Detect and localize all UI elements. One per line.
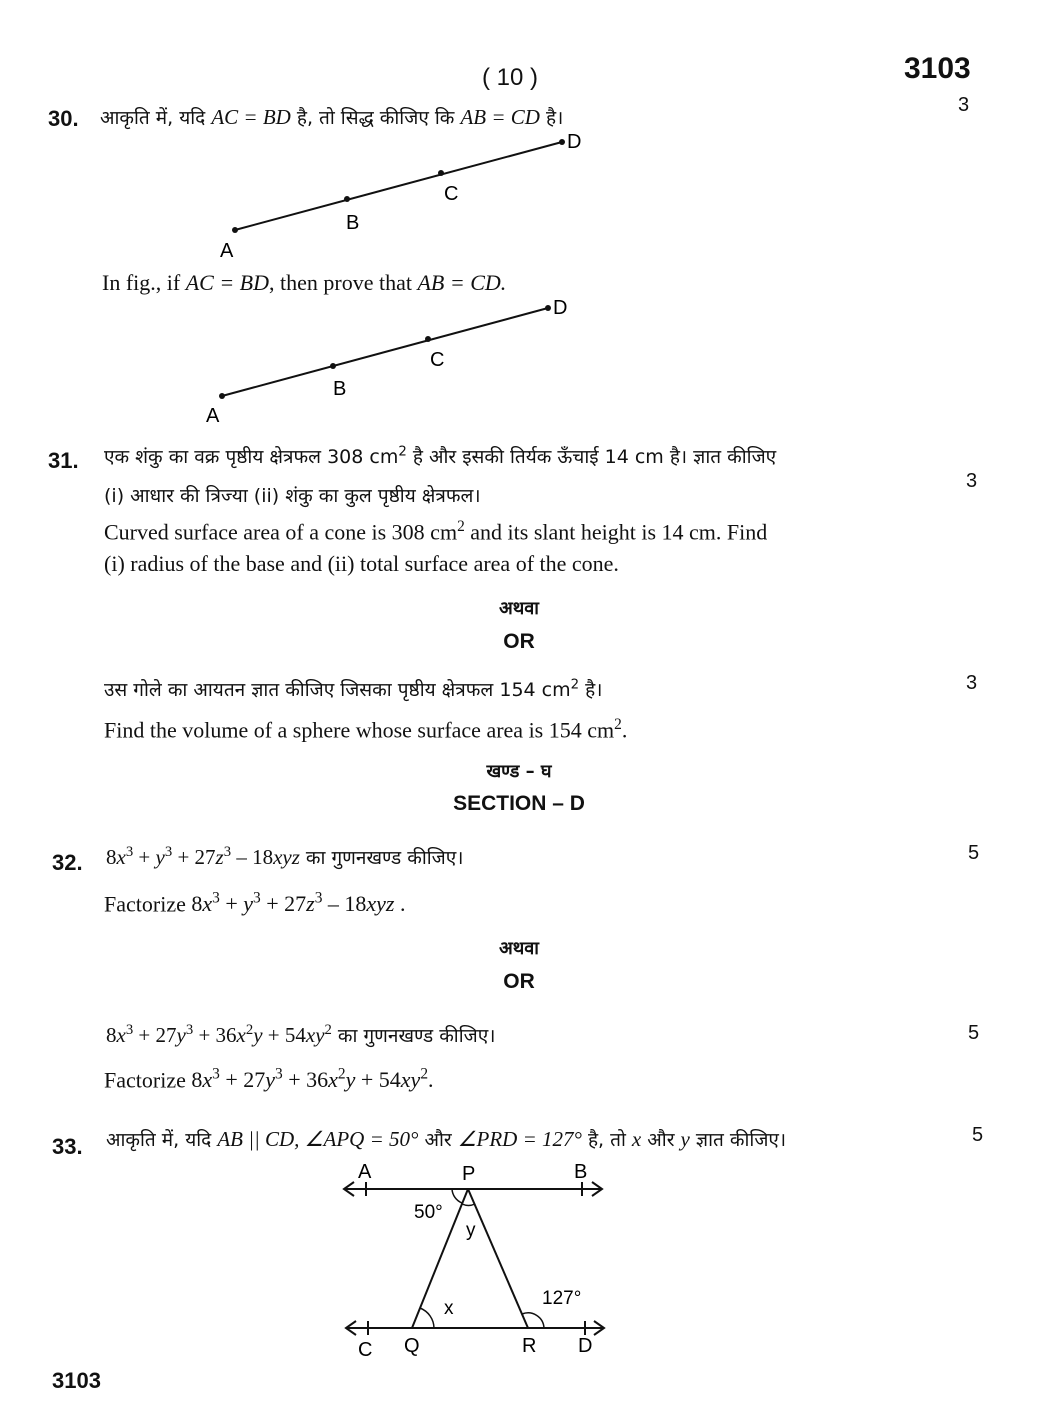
- section-hindi: खण्ड – घ: [486, 761, 552, 782]
- q31-hindi-line1-sup: 2: [398, 444, 407, 460]
- q31-alt-hindi-a: उस गोले का आयतन ज्ञात कीजिए जिसका पृष्ठीय क्षेत्रफल 154 cm: [104, 679, 571, 701]
- q30-hindi-b: है, तो सिद्ध कीजिए कि: [290, 107, 461, 129]
- q31-english-line1-a: Curved surface area of a cone is 308 cm: [104, 519, 458, 545]
- q33-label-p: P: [462, 1163, 476, 1185]
- q32-alt-english-prefix: Factorize: [104, 1067, 192, 1093]
- q33-label-b: B: [574, 1161, 588, 1183]
- q32-number: 32.: [52, 850, 83, 875]
- q32-hindi-rest: का गुणनखण्ड कीजिए।: [299, 847, 464, 869]
- q30-fig1-label-a: A: [220, 240, 234, 262]
- q32-alt-marks: 5: [968, 1022, 980, 1044]
- q33-marks: 5: [972, 1124, 984, 1146]
- q33-label-a: A: [358, 1161, 372, 1183]
- q30-hindi-eq2: AB = CD: [460, 105, 540, 129]
- page-number: ( 10 ): [482, 64, 539, 91]
- q33-hindi-e: ज्ञात कीजिए।: [689, 1129, 787, 1151]
- q31-hindi-line2: (i) आधार की त्रिज्या (ii) शंकु का कुल पृष्ठीय क्षेत्रफल।: [104, 485, 481, 507]
- q30-hindi-eq1: AC = BD: [211, 105, 291, 129]
- paper-code: 3103: [904, 52, 971, 85]
- q32-alt-hindi-rest: का गुणनखण्ड कीजिए।: [331, 1025, 496, 1047]
- q33-label-50: 50°: [414, 1202, 443, 1223]
- q31-hindi-line1-rest: है और इसकी तिर्यक ऊँचाई 14 cm है। ज्ञात कीजिए: [406, 446, 777, 468]
- q33-label-c: C: [358, 1339, 373, 1361]
- section-english: SECTION – D: [453, 792, 585, 815]
- q33-label-d: D: [578, 1335, 593, 1357]
- q30-hindi-c: है।: [539, 107, 564, 129]
- q33-label-x: x: [444, 1298, 454, 1319]
- q31-hindi-line1-a: एक शंकु का वक्र पृष्ठीय क्षेत्रफल 308 cm: [104, 446, 399, 468]
- q31-alt-english-a: Find the volume of a sphere whose surface area is 154 cm: [104, 717, 615, 743]
- q31-english-line1-rest: and its slant height is 14 cm. Find: [464, 519, 768, 545]
- q30-fig1-label-d: D: [567, 131, 582, 153]
- q32-or-hindi: अथवा: [499, 938, 539, 959]
- q30-number: 30.: [48, 106, 79, 131]
- q33-label-q: Q: [404, 1335, 420, 1357]
- q31-or-hindi: अथवा: [499, 598, 539, 619]
- q31-marks: 3: [966, 470, 978, 492]
- q31-alt-english-sup: 2: [614, 716, 622, 733]
- q30-fig2-label-c: C: [430, 349, 445, 371]
- q33-hindi-x: x: [631, 1127, 642, 1151]
- q32-expression-english: $8x^3 + y^3 + 27z^3 - 18xyz$ .: [191, 890, 406, 917]
- q31-alt-hindi-rest: है।: [579, 679, 603, 701]
- q33-hindi-y: y: [680, 1127, 690, 1151]
- q30-fig2-label-d: D: [553, 297, 568, 319]
- q33-arc-50: [452, 1189, 462, 1203]
- q33-hindi-eq1: AB || CD, ∠APQ = 50°: [217, 1127, 419, 1151]
- q33-hindi-b: और: [418, 1129, 458, 1151]
- q30-english-a: In fig., if: [102, 270, 186, 295]
- q30-english-eq1: AC = BD: [185, 270, 269, 295]
- q33-label-y: y: [466, 1220, 476, 1241]
- q33-label-127: 127°: [542, 1288, 582, 1309]
- q32-expression-hindi: $8x^3 + y^3 + 27z^3 - 18xyz$: [106, 844, 300, 869]
- q31-alt-hindi-sup: 2: [570, 677, 580, 693]
- q32-alt-expression-hindi: $8x^3 + 27y^3 + 36x^2y + 54xy^2$: [106, 1022, 332, 1047]
- q30-english-b: , then prove that: [269, 270, 418, 295]
- q31-english-line2: (i) radius of the base and (ii) total surface area of the cone.: [104, 551, 619, 576]
- q31-alt-english-rest: .: [621, 717, 628, 743]
- footer-code: 3103: [52, 1368, 101, 1393]
- q32-marks: 5: [968, 842, 980, 864]
- q32-english-prefix: Factorize: [104, 891, 192, 917]
- q33-label-r: R: [522, 1335, 537, 1357]
- q30-marks: 3: [958, 94, 970, 116]
- q33-hindi-eq2: ∠PRD = 127°: [457, 1127, 582, 1151]
- q31-english-line1-sup: 2: [457, 518, 465, 535]
- q32-alt-expression-english: $8x^3 + 27y^3 + 36x^2y + 54xy^2$.: [191, 1066, 434, 1093]
- q33-arc-x: [420, 1308, 434, 1328]
- q33-hindi-a: आकृति में, यदि: [106, 1129, 218, 1151]
- q33-number: 33.: [52, 1134, 83, 1159]
- q33-line-pr: [468, 1189, 528, 1328]
- q30-fig2-label-b: B: [333, 378, 347, 400]
- q33-hindi-c: है, तो: [581, 1129, 632, 1151]
- q30-english-eq2: AB = CD.: [417, 270, 507, 295]
- q31-alt-marks: 3: [966, 672, 978, 694]
- q30-fig1-label-b: B: [346, 212, 360, 234]
- q30-hindi-a: आकृति में, यदि: [100, 107, 212, 129]
- q31-number: 31.: [48, 448, 79, 473]
- q33-hindi-d: और: [641, 1129, 681, 1151]
- q33-arc-y: [462, 1204, 475, 1205]
- q30-fig2-label-a: A: [206, 405, 220, 427]
- q31-or-english: OR: [503, 630, 535, 653]
- q32-or-english: OR: [503, 970, 535, 993]
- q30-fig1-label-c: C: [444, 183, 459, 205]
